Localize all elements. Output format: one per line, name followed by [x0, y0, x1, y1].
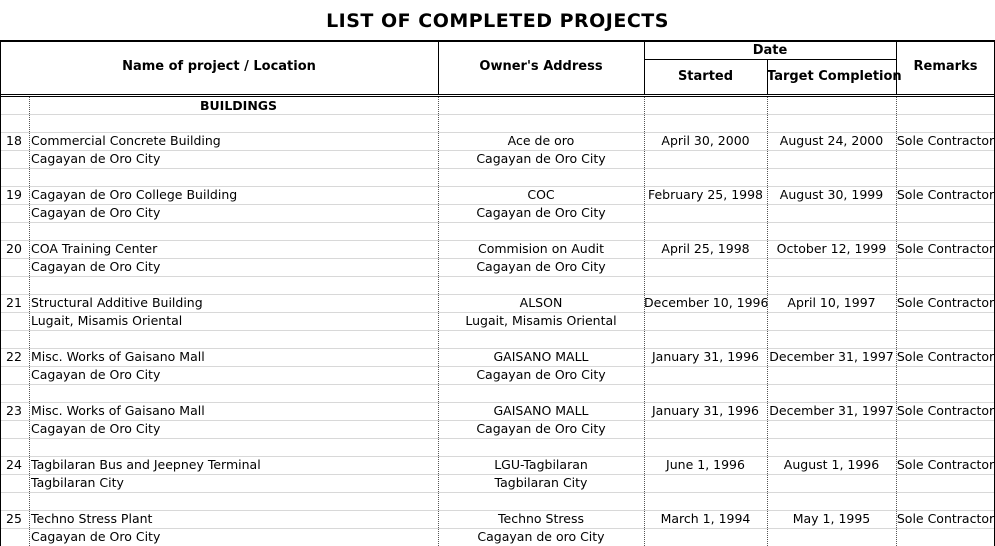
- project-location: Lugait, Misamis Oriental: [31, 313, 183, 328]
- grid-line: [438, 97, 439, 546]
- target-completion: April 10, 1997: [787, 295, 876, 310]
- row-number: 25: [6, 511, 22, 526]
- header-remarks: Remarks: [913, 59, 978, 74]
- projects-table: [0, 40, 995, 546]
- grid-line: [0, 312, 995, 313]
- owner-name: GAISANO MALL: [493, 403, 589, 418]
- owner-address: Cagayan de Oro City: [476, 367, 606, 382]
- owner-address: Cagayan de Oro City: [476, 259, 606, 274]
- date-started: February 25, 1998: [647, 187, 764, 202]
- grid-line: [0, 132, 995, 133]
- remarks: Sole Contractor: [896, 457, 995, 472]
- project-location: Cagayan de Oro City: [31, 529, 161, 544]
- date-started: January 31, 1996: [651, 349, 760, 364]
- grid-line: [0, 474, 995, 475]
- grid-line: [0, 168, 995, 169]
- grid-line: [0, 456, 995, 457]
- owner-name: Techno Stress: [498, 511, 584, 526]
- grid-line: [767, 97, 768, 546]
- grid-line: [29, 97, 30, 546]
- row-number: 18: [6, 133, 22, 148]
- owner-address: Tagbilaran City: [494, 475, 588, 490]
- grid-line: [0, 222, 995, 223]
- grid-line: [0, 348, 995, 349]
- section-label: BUILDINGS: [200, 98, 278, 113]
- grid-line: [0, 276, 995, 277]
- grid-line: [0, 510, 995, 511]
- remarks: Sole Contractor: [896, 511, 995, 526]
- grid-line: [438, 40, 439, 94]
- target-completion: December 31, 1997: [769, 403, 894, 418]
- target-completion: August 30, 1999: [779, 187, 884, 202]
- grid-line: [0, 366, 995, 367]
- project-name: Misc. Works of Gaisano Mall: [31, 349, 205, 364]
- target-completion: August 24, 2000: [779, 133, 884, 148]
- grid-line: [0, 186, 995, 187]
- target-completion: October 12, 1999: [776, 241, 887, 256]
- date-started: March 1, 1994: [660, 511, 751, 526]
- row-number: 23: [6, 403, 22, 418]
- project-name: COA Training Center: [31, 241, 158, 256]
- target-completion: August 1, 1996: [783, 457, 880, 472]
- project-name: Misc. Works of Gaisano Mall: [31, 403, 205, 418]
- grid-line: [0, 40, 1, 546]
- grid-line: [644, 97, 645, 546]
- target-completion: December 31, 1997: [769, 349, 894, 364]
- grid-line: [0, 438, 995, 439]
- header-target: Target Completion: [767, 69, 902, 84]
- owner-address: Lugait, Misamis Oriental: [465, 313, 617, 328]
- grid-line: [0, 240, 995, 241]
- header-date: Date: [752, 43, 788, 58]
- project-name: Tagbilaran Bus and Jeepney Terminal: [31, 457, 261, 472]
- remarks: Sole Contractor: [896, 241, 995, 256]
- grid-line: [0, 150, 995, 151]
- grid-line: [0, 402, 995, 403]
- row-number: 24: [6, 457, 22, 472]
- target-completion: May 1, 1995: [792, 511, 871, 526]
- grid-line: [0, 114, 995, 115]
- owner-name: LGU-Tagbilaran: [494, 457, 588, 472]
- grid-line: [0, 294, 995, 295]
- row-number: 21: [6, 295, 22, 310]
- project-location: Cagayan de Oro City: [31, 421, 161, 436]
- owner-address: Cagayan de Oro City: [476, 421, 606, 436]
- date-started: April 25, 1998: [661, 241, 750, 256]
- owner-address: Cagayan de Oro City: [476, 205, 606, 220]
- row-number: 22: [6, 349, 22, 364]
- remarks: Sole Contractor: [896, 295, 995, 310]
- owner-name: COC: [527, 187, 555, 202]
- grid-line: [0, 204, 995, 205]
- remarks: Sole Contractor: [896, 187, 995, 202]
- grid-line: [896, 97, 897, 546]
- grid-line: [767, 60, 768, 94]
- grid-line: [0, 420, 995, 421]
- grid-line: [0, 40, 995, 42]
- grid-line: [0, 258, 995, 259]
- header-name: Name of project / Location: [122, 59, 316, 74]
- date-started: April 30, 2000: [661, 133, 750, 148]
- grid-line: [0, 492, 995, 493]
- project-name: Commercial Concrete Building: [31, 133, 221, 148]
- project-name: Structural Additive Building: [31, 295, 203, 310]
- owner-address: Cagayan de oro City: [477, 529, 605, 544]
- grid-line: [0, 528, 995, 529]
- grid-line: [896, 40, 897, 94]
- date-started: January 31, 1996: [651, 403, 760, 418]
- page-title: LIST OF COMPLETED PROJECTS: [326, 10, 669, 32]
- grid-line: [0, 94, 995, 95]
- grid-line: [644, 40, 645, 94]
- remarks: Sole Contractor: [896, 133, 995, 148]
- remarks: Sole Contractor: [896, 349, 995, 364]
- row-number: 19: [6, 187, 22, 202]
- grid-line: [0, 96, 995, 97]
- project-location: Tagbilaran City: [31, 475, 124, 490]
- grid-line: [644, 59, 896, 60]
- remarks: Sole Contractor: [896, 403, 995, 418]
- project-location: Cagayan de Oro City: [31, 151, 161, 166]
- owner-name: GAISANO MALL: [493, 349, 589, 364]
- project-location: Cagayan de Oro City: [31, 259, 161, 274]
- owner-name: Ace de oro: [507, 133, 575, 148]
- header-owner: Owner's Address: [479, 59, 603, 74]
- owner-name: ALSON: [519, 295, 563, 310]
- project-name: Cagayan de Oro College Building: [31, 187, 238, 202]
- grid-line: [0, 330, 995, 331]
- owner-address: Cagayan de Oro City: [476, 151, 606, 166]
- owner-name: Commision on Audit: [477, 241, 605, 256]
- header-started: Started: [677, 69, 734, 84]
- date-started: June 1, 1996: [666, 457, 745, 472]
- project-location: Cagayan de Oro City: [31, 205, 161, 220]
- row-number: 20: [6, 241, 22, 256]
- project-name: Techno Stress Plant: [31, 511, 153, 526]
- project-location: Cagayan de Oro City: [31, 367, 161, 382]
- grid-line: [0, 384, 995, 385]
- date-started: December 10, 1996: [644, 295, 769, 310]
